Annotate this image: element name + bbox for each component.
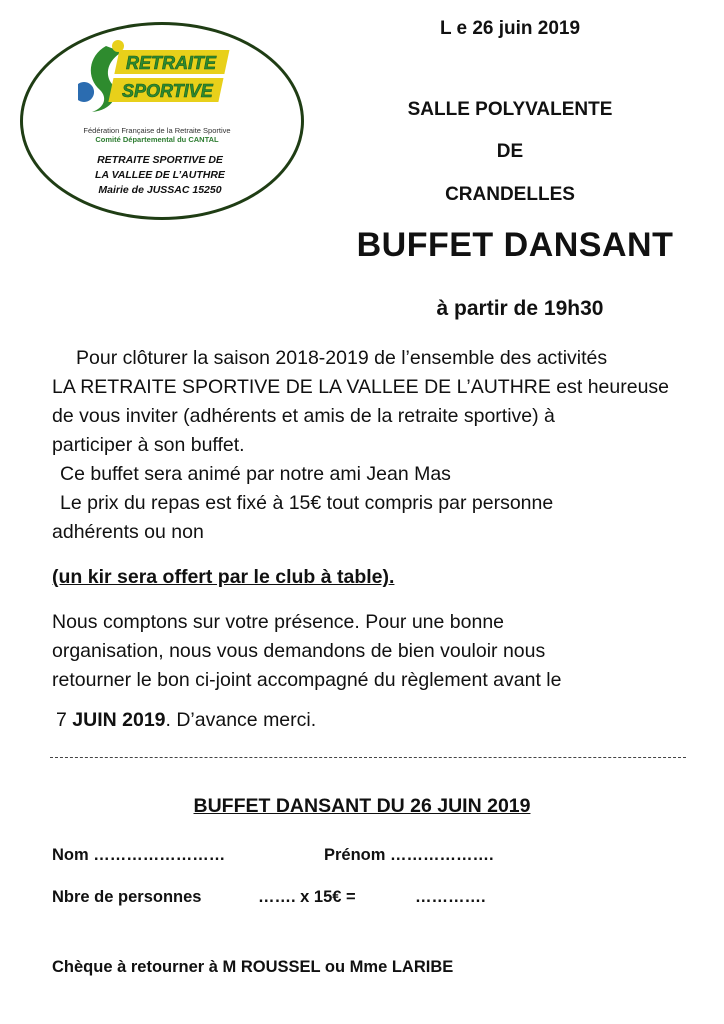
price-line: Le prix du repas est fixé à 15€ tout compris par personne: [60, 492, 554, 514]
ball-icon: [78, 82, 94, 102]
club-line2: LA VALLEE DE L’AUTHRE: [95, 169, 225, 181]
rsvp-line: Nous comptons sur votre présence. Pour une bonne: [52, 611, 505, 633]
deadline-month: JUIN 2019: [72, 709, 166, 731]
deadline-tail: . D’avance merci.: [165, 709, 317, 731]
price-calculation: ……. x 15€ =: [258, 888, 356, 906]
cheque-instruction: Chèque à retourner à M ROUSSEL ou Mme LARIBE: [52, 958, 454, 976]
venue-line1: SALLE POLYVALENTE: [407, 99, 613, 120]
venue-line3: CRANDELLES: [445, 184, 575, 205]
first-name-field: Prénom ……………….: [324, 846, 494, 864]
logo-federation: [72, 126, 242, 144]
event-title: BUFFET DANSANT: [356, 226, 674, 264]
people-count-label: Nbre de personnes: [52, 888, 202, 906]
rsvp-paragraph: [52, 608, 702, 695]
total-field: ………….: [415, 888, 486, 906]
federation-name: Fédération Française de la Retraite Sportive: [83, 126, 231, 135]
kir-note: (un kir sera offert par le club à table).: [52, 566, 395, 588]
club-line1: RETRAITE SPORTIVE DE: [97, 154, 223, 166]
start-time: à partir de 19h30: [436, 297, 604, 320]
event-date: L e 26 juin 2019: [439, 18, 581, 39]
club-line3: Mairie de JUSSAC 15250: [98, 184, 222, 196]
form-title: BUFFET DANSANT DU 26 JUIN 2019: [193, 795, 531, 817]
retraite-sportive-logo-mark: [78, 38, 238, 116]
logo-club-name: [60, 153, 260, 198]
invitation-paragraph: [52, 344, 702, 547]
name-field: Nom ……………………: [52, 846, 226, 864]
committee-name: Comité Départemental du CANTAL: [95, 135, 219, 144]
deadline-day: 7: [56, 709, 67, 731]
deadline-line: [56, 709, 316, 732]
invitation-line: de vous inviter (adhérents et amis de la retraite sportive) à: [52, 405, 555, 427]
logo-brand-line1: RETRAITE: [126, 53, 216, 73]
invitation-line: participer à son buffet.: [52, 434, 245, 456]
cut-line-divider: [50, 757, 686, 758]
price-line-cont: adhérents ou non: [52, 521, 204, 543]
venue-line2: DE: [496, 141, 524, 162]
entertainment-line: Ce buffet sera animé par notre ami Jean Mas: [60, 463, 451, 485]
rsvp-line: organisation, nous vous demandons de bien vouloir nous: [52, 640, 546, 662]
rsvp-line: retourner le bon ci-joint accompagné du règlement avant le: [52, 669, 562, 691]
invitation-line: Pour clôturer la saison 2018-2019 de l’ensemble des activités: [76, 347, 608, 369]
invitation-line: LA RETRAITE SPORTIVE DE LA VALLEE DE L’AUTHRE est heureuse: [52, 376, 670, 398]
logo-brand-line2: SPORTIVE: [122, 81, 213, 101]
